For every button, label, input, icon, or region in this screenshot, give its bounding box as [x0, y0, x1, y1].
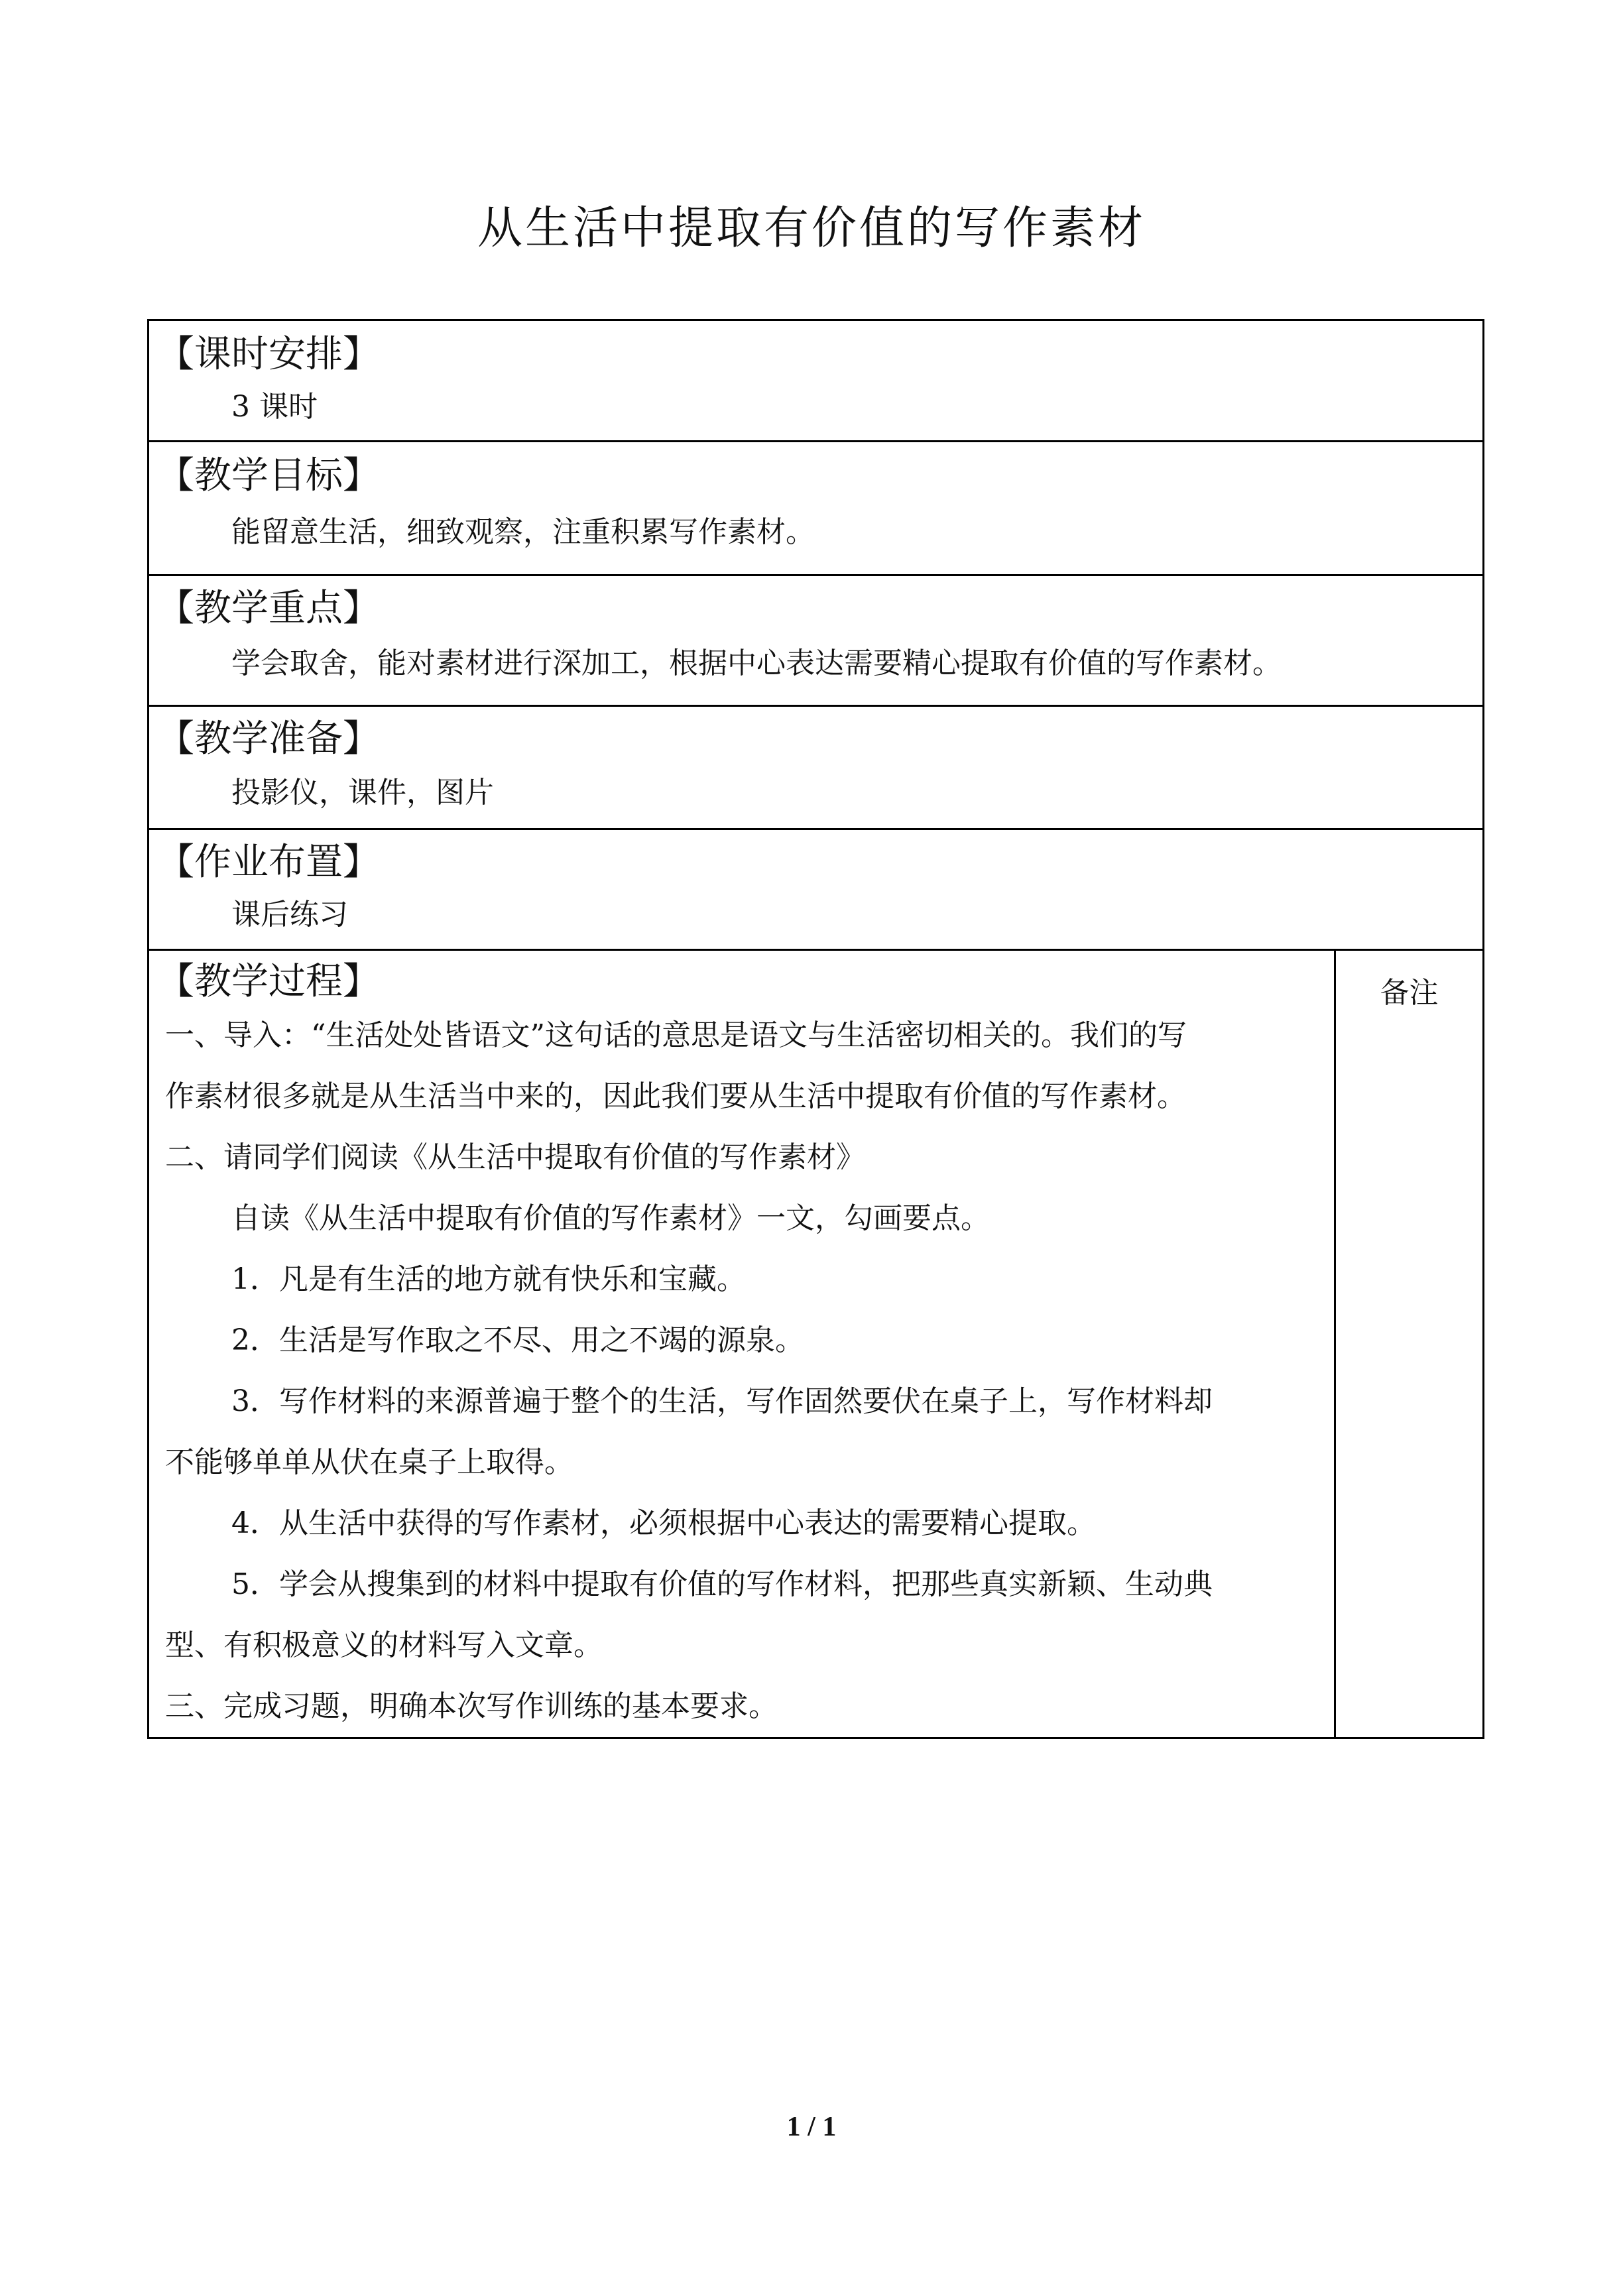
section-goal [149, 442, 1484, 575]
section-schedule [149, 320, 1484, 442]
lesson-plan-table [147, 319, 1484, 1739]
process-body [149, 1005, 1334, 1737]
notes-label: 备注 [1380, 976, 1439, 1010]
notes-cell [1335, 950, 1484, 1738]
section-heading: 【教学目标】 [157, 454, 380, 497]
process-line: 3．写作材料的来源普遍于整个的生活，写作固然要伏在桌子上，写作材料却 [231, 1384, 1213, 1418]
section-heading: 【作业布置】 [157, 841, 380, 884]
section-content: 能留意生活，细致观察，注重积累写作素材。 [231, 515, 815, 549]
section-process [149, 950, 1484, 1738]
process-line: 型、有积极意义的材料写入文章。 [165, 1628, 603, 1662]
process-line: 二、请同学们阅读《从生活中提取有价值的写作素材》 [165, 1140, 865, 1174]
process-line: 自读《从生活中提取有价值的写作素材》一文，勾画要点。 [231, 1201, 990, 1235]
process-line: 不能够单单从伏在桌子上取得。 [165, 1445, 573, 1479]
process-line: 一、导入：“生活处处皆语文”这句话的意思是语文与生活密切相关的。我们的写 [165, 1018, 1187, 1052]
process-line: 1．凡是有生活的地方就有快乐和宝藏。 [231, 1262, 746, 1296]
process-line: 作素材很多就是从生活当中来的，因此我们要从生活中提取有价值的写作素材。 [165, 1079, 1186, 1113]
section-content: 投影仪，课件，图片 [231, 776, 494, 810]
section-heading: 【教学过程】 [157, 960, 380, 1003]
section-heading: 【教学重点】 [157, 587, 380, 630]
section-content: 课后练习 [231, 898, 348, 932]
process-line: 三、完成习题，明确本次写作训练的基本要求。 [165, 1689, 778, 1723]
section-heading: 【课时安排】 [157, 333, 380, 376]
process-line: 4．从生活中获得的写作素材，必须根据中心表达的需要精心提取。 [231, 1506, 1096, 1540]
section-heading: 【教学准备】 [157, 717, 380, 760]
page-number: 1 / 1 [786, 2112, 837, 2142]
section-homework [149, 829, 1484, 950]
process-line: 2．生活是写作取之不尽、用之不竭的源泉。 [231, 1323, 804, 1357]
section-preparation [149, 706, 1484, 829]
process-cell [149, 950, 1335, 1738]
process-line: 5．学会从搜集到的材料中提取有价值的写作材料，把那些真实新颖、生动典 [231, 1567, 1213, 1601]
document-title: 从生活中提取有价值的写作素材 [477, 202, 1146, 255]
section-key-points [149, 575, 1484, 706]
section-content: 学会取舍，能对素材进行深加工，根据中心表达需要精心提取有价值的写作素材。 [231, 646, 1282, 680]
section-content: 3 课时 [231, 390, 318, 424]
